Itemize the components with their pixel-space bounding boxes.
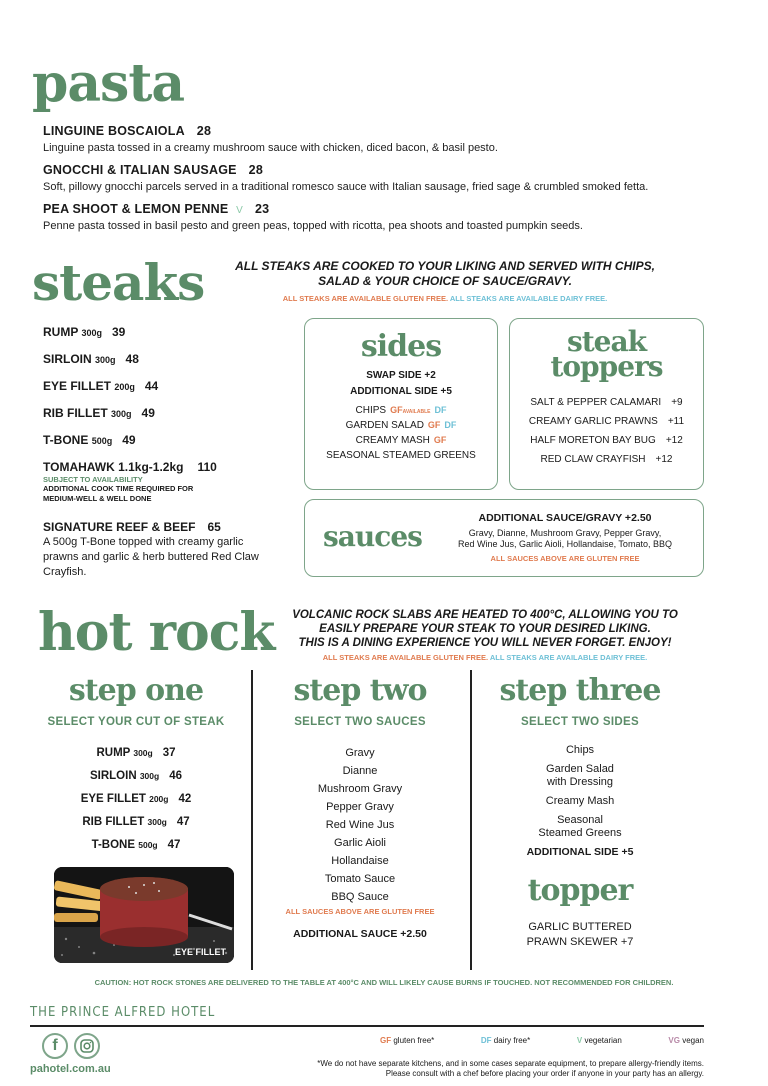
desc-line: prawns and garlic & herb buttered Red Claw [43,551,259,563]
cut-item [36,765,236,788]
sauce-item: Tomato Sauce [324,873,396,885]
cut-item [36,811,236,834]
legend-label: vegetarian [584,1036,622,1045]
topper-item [480,920,680,950]
steaks-section-title: steaks [32,253,205,312]
line: GARLIC BUTTERED [528,921,632,933]
line: with Dressing [546,776,614,788]
item-name: SEASONAL STEAMED GREENS [326,450,476,461]
item-weight: 300g [81,328,102,338]
additional-sauce-price: ADDITIONAL SAUCE +2.50 [293,928,427,940]
facebook-icon[interactable]: f [42,1033,68,1059]
item-name: SIRLOIN [43,352,92,366]
item-name: PEA SHOOT & LEMON PENNE [43,202,229,216]
dairy-free-note: ALL STEAKS ARE AVAILABLE DAIRY FREE. [449,294,608,303]
side-list [480,744,680,840]
topper-item [510,435,703,446]
item-description: Linguine pasta tossed in a creamy mushroom sauce with chicken, diced bacon, & basil pesto. [43,142,498,154]
side-item [305,405,497,416]
item-name: RUMP [96,747,131,759]
title-line: steak [566,325,647,358]
item-weight: 500g [138,840,158,850]
item-price: 47 [167,839,181,851]
steak-item [43,406,155,420]
instagram-icon[interactable] [74,1033,100,1059]
gf-tag: GF [433,435,447,445]
item-name: LINGUINE BOSCAIOLA [43,124,185,138]
item-price: 46 [169,770,182,782]
vegetarian-tag: V [236,205,243,216]
note-line: EASILY PREPARE YOUR STEAK TO YOUR DESIRED LIKING. [319,623,651,635]
legend-item [380,1036,434,1045]
step-two-column [260,673,460,940]
step-one-column [36,673,236,857]
item-weight: 500g [91,436,113,446]
cut-item [36,834,236,857]
sauce-list [435,528,695,550]
additional-side-price: ADDITIONAL SIDE +5 [350,386,452,397]
hotrock-diet-note [262,653,708,662]
line: Chips [565,744,595,756]
legend-item [481,1036,530,1045]
topper-title: topper [527,873,633,908]
allergy-disclaimer [250,1059,704,1079]
sauce-item: Red Wine Jus [325,819,395,831]
item-name: HALF MORETON BAY BUG [530,435,656,447]
df-tag: DF [434,405,447,415]
item-description: Penne pasta tossed in basil pesto and green peas, topped with ricotta, pea shoots and toasted pumpkin seeds. [43,220,583,232]
step-one-title: step one [68,673,204,708]
side-item [305,450,497,461]
item-weight: 300g [111,409,132,419]
sauces-gf-note: ALL SAUCES ABOVE ARE GLUTEN FREE [490,554,640,563]
item-price: 47 [176,816,190,828]
sauce-list [260,744,460,906]
steaks-diet-note [210,294,680,303]
title-line: toppers [550,350,663,384]
item-price: 37 [162,747,176,759]
list-line: Gravy, Dianne, Mushroom Gravy, Pepper Gravy, [468,528,662,538]
side-item [305,435,497,446]
item-price: 49 [141,406,155,420]
item-price: +11 [667,416,685,428]
topper-item [510,416,703,427]
item-name: RIB FILLET [43,406,108,420]
line: Seasonal [557,814,603,826]
item-name: EYE FILLET [80,793,146,805]
footer-divider [30,1025,704,1027]
sides-title: sides [360,329,442,364]
item-price: 23 [254,202,270,216]
item-weight: 300g [147,817,167,827]
step-one-subtitle: SELECT YOUR CUT OF STEAK [47,716,225,728]
item-name: T-BONE [43,433,89,447]
legend-label: vegan [682,1036,704,1045]
item-weight: 300g [95,355,116,365]
column-divider [251,670,253,970]
sauces-info [435,512,695,563]
item-name: CREAMY MASH [355,435,430,446]
instagram-glyph-icon [80,1039,94,1053]
hotrock-section-title: hot rock [38,602,275,663]
menu-item [43,163,743,193]
legend-item [668,1036,704,1045]
eye-fillet-photo [54,867,234,963]
item-price: 65 [207,520,221,534]
item-weight: 200g [114,382,135,392]
step-two-subtitle: SELECT TWO SAUCES [294,716,426,728]
steak-item [43,379,158,393]
item-price: 28 [248,163,263,177]
sauce-item: Mushroom Gravy [317,783,403,795]
item-description: Soft, pillowy gnocchi parcels served in a traditional romesco sauce with Italian sausage, fried sage & crumbled smoked fetta. [43,181,649,193]
toppers-title [510,325,703,384]
sauce-item: Garlic Aioli [334,837,386,849]
cut-item [36,742,236,765]
item-name: EYE FILLET [43,379,112,393]
note-line: VOLCANIC ROCK SLABS ARE HEATED TO 400°C, ALLOWING YOU TO [292,609,678,621]
step-three-column [480,673,680,950]
cut-list [36,742,236,857]
note-line: ALL STEAKS ARE COOKED TO YOUR LIKING AND SERVED WITH CHIPS, [235,259,655,273]
menu-item [43,124,743,154]
sides-box [304,318,498,490]
dairy-free-note: ALL STEAKS ARE AVAILABLE DAIRY FREE. [489,653,648,662]
line: PRAWN SKEWER +7 [526,936,634,948]
df-tag: DF [444,420,457,430]
column-divider [470,670,472,970]
caution-note: CAUTION: HOT ROCK STONES ARE DELIVERED TO THE TABLE AT 400°C AND WILL LIKELY CAUSE BURNS IF TOUCHED. NOT RECOMMENDED FOR CHILDREN. [94,978,674,987]
line: Steamed Greens [538,827,622,839]
item-price: +12 [655,454,673,466]
availability-note: SUBJECT TO AVAILABILITY [43,475,143,484]
pasta-section-title: pasta [32,53,185,114]
swap-side-price: SWAP SIDE +2 [366,370,436,381]
hotrock-note [262,608,708,650]
sauces-box [304,499,704,577]
note-line: ADDITIONAL COOK TIME REQUIRED FOR [43,484,194,493]
item-name: TOMAHAWK 1.1kg-1.2kg [43,460,184,474]
website-link[interactable]: pahotel.com.au [30,1063,111,1075]
step-two-title: step two [293,673,427,708]
step-three-subtitle: SELECT TWO SIDES [521,716,639,728]
item-name: T-BONE [91,839,136,851]
topper-item [510,454,703,465]
item-price: 39 [111,325,126,339]
steak-toppers-box [509,318,704,490]
list-line: Red Wine Jus, Garlic Aioli, Hollandaise, Tomato, BBQ [458,539,672,549]
item-name: CREAMY GARLIC PRAWNS [528,416,658,428]
item-description [43,535,293,580]
steaks-note [210,259,680,289]
legend-code: DF [480,1036,492,1045]
dietary-legend [380,1036,704,1045]
sauce-item: Pepper Gravy [326,801,394,813]
desc-line: Crayfish. [43,566,87,578]
item-name: SIGNATURE REEF & BEEF [43,520,196,534]
side-item [480,744,680,757]
photo-caption: EYE FILLET [174,947,226,957]
item-price: 49 [122,433,136,447]
note-line: THIS IS A DINING EXPERIENCE YOU WILL NEVER FORGET. ENJOY! [298,637,672,649]
disclaimer-line: *We do not have separate kitchens, and in some cases separate equipment, to prepare allergy-friendly items. [317,1059,704,1068]
gf-tag: GF [427,420,441,430]
sauce-item: Gravy [345,747,375,759]
legend-code: VG [668,1036,680,1045]
steak-item [43,433,136,447]
item-price: 44 [144,379,159,393]
item-name: RUMP [43,325,79,339]
disclaimer-line: Please consult with a chef before placing your order if anyone in your party has an allergy. [385,1069,704,1078]
side-item [480,763,680,789]
sauce-item: BBQ Sauce [331,891,389,903]
additional-sauce-price: ADDITIONAL SAUCE/GRAVY +2.50 [478,512,652,524]
item-name: SALT & PEPPER CALAMARI [530,397,662,409]
cook-time-note [43,484,217,504]
item-price: +9 [671,397,683,409]
menu-item [43,202,743,232]
item-price: 42 [178,793,192,805]
gluten-free-note: ALL STEAKS ARE AVAILABLE GLUTEN FREE. [282,294,449,303]
line: Creamy Mash [545,795,615,807]
sauce-item: Hollandaise [331,855,389,867]
steak-item [43,352,139,366]
topper-item [510,397,703,408]
item-price: 48 [125,352,139,366]
note-line: MEDIUM-WELL & WELL DONE [43,494,152,503]
legend-code: V [576,1036,583,1045]
side-item [480,795,680,808]
item-weight: 300g [139,771,160,781]
legend-label: dairy free* [493,1036,531,1045]
item-name: RIB FILLET [82,816,145,828]
sauce-item: Dianne [342,765,378,777]
gf-available-note: AVAILABLE [402,409,431,415]
step-three-title: step three [499,673,661,708]
item-name: GARDEN SALAD [345,420,424,431]
legend-label: gluten free* [393,1036,435,1045]
side-item [480,814,680,840]
cut-item [36,788,236,811]
gf-tag: GF [390,405,403,415]
desc-line: A 500g T-Bone topped with creamy garlic [43,536,244,548]
item-name: SIRLOIN [89,770,137,782]
item-price: 28 [196,124,212,138]
sauces-title: sauces [323,520,422,553]
sauces-gf-note: ALL SAUCES ABOVE ARE GLUTEN FREE [285,907,435,916]
legend-code: GF [380,1036,392,1045]
item-weight: 200g [149,794,169,804]
steak-item [43,325,125,339]
item-price: 110 [197,460,217,474]
item-name: CHIPS [355,405,387,416]
item-name: RED CLAW CRAYFISH [540,454,646,466]
line: Garden Salad [546,763,614,775]
gluten-free-note: ALL STEAKS ARE AVAILABLE GLUTEN FREE. [322,653,489,662]
item-name: GNOCCHI & ITALIAN SAUSAGE [43,163,237,177]
signature-item [43,520,293,580]
hotel-name: THE PRINCE ALFRED HOTEL [30,1005,216,1020]
additional-side-price: ADDITIONAL SIDE +5 [526,846,634,858]
note-line: SALAD & YOUR CHOICE OF SAUCE/GRAVY. [318,274,572,288]
legend-item [577,1036,622,1045]
side-item [305,420,497,431]
tomahawk-item [43,460,217,504]
item-price: +12 [665,435,683,447]
item-weight: 300g [133,748,153,758]
